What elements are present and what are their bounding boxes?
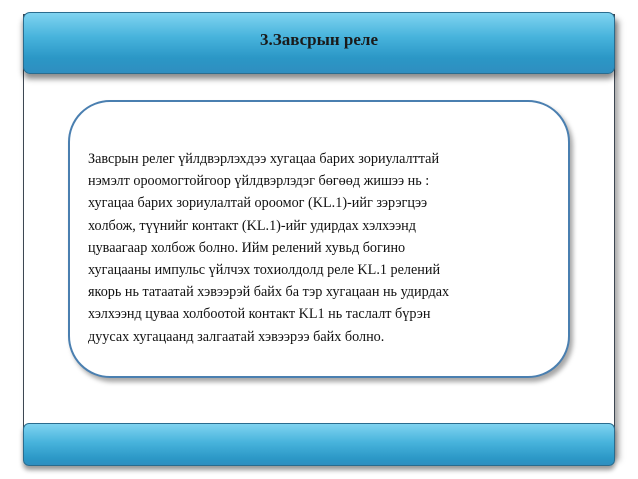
body-line: Завсрын релег үйлдвэрлэхдээ хугацаа барих зориулалттай <box>88 151 440 167</box>
body-line: хугацааны импульс үйлчэх тохиолдолд реле KL.1 релений <box>88 262 441 279</box>
body-text <box>88 148 558 348</box>
slide-title: 3.Завсрын реле <box>259 30 378 49</box>
body-line: нэмэлт ороомогтойгоор үйлдвэрлэдэг бөгөөд жишээ нь : <box>88 173 430 190</box>
body-line: холбож, түүнийг контакт (KL.1)-ийг удирдах хэлхээнд <box>88 217 416 234</box>
body-line: цуваагаар холбож болно. Ийм релений хувьд богино <box>88 239 406 256</box>
body-line: хэлхээнд цуваа холбоотой контакт KL1 нь таслалт бүрэн <box>88 306 431 323</box>
body-line: дуусах хугацаанд залгаатай хэвээрээ байх болно. <box>88 328 385 345</box>
body-line: якорь нь татаатай хэвээрэй байх ба тэр хугацаан нь удирдах <box>88 284 450 301</box>
title-bar <box>23 12 615 74</box>
footer-bar <box>23 423 615 466</box>
body-line: хугацаа барих зориулалтай ороомог (KL.1)-ийг зэрэгцээ <box>88 195 428 212</box>
